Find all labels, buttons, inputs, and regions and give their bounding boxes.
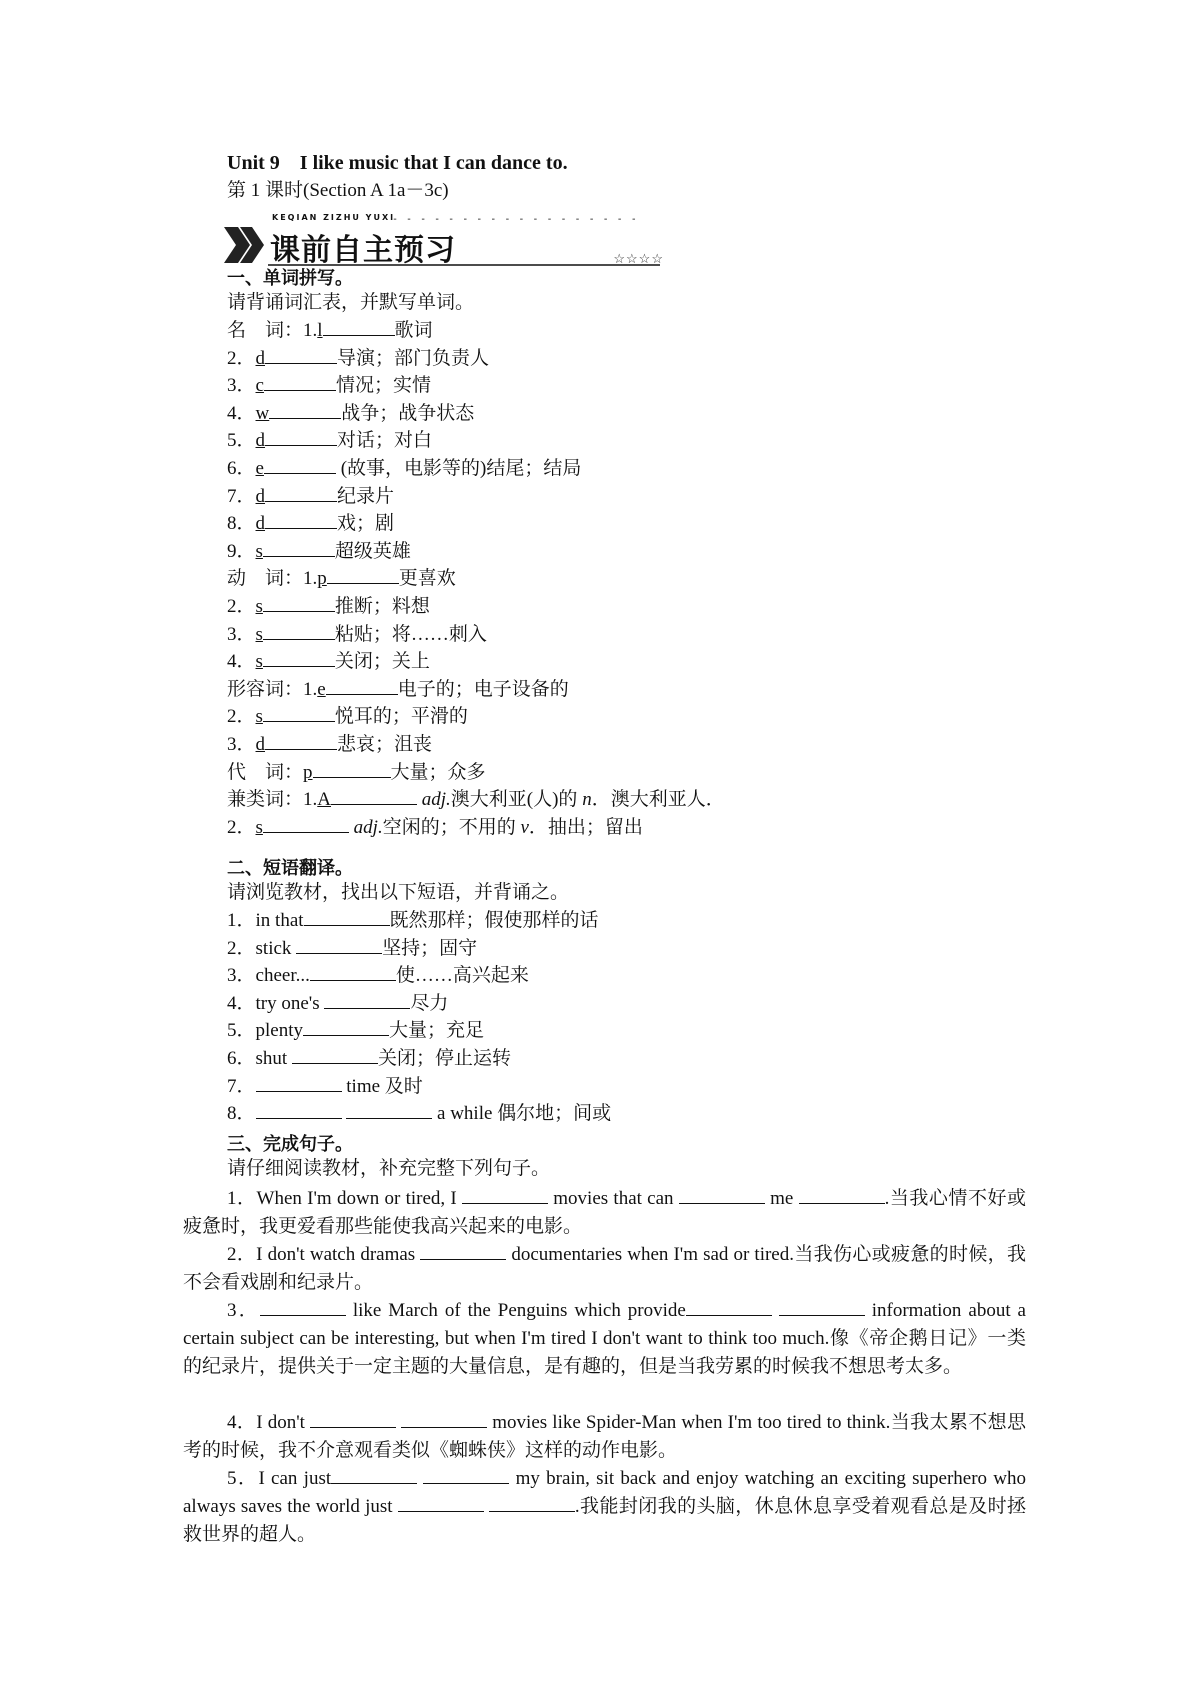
meaning: time 及时 [341,1075,423,1097]
banner-dashes: - - - - - - - - - - - - - - - - - - [392,214,638,225]
meaning: 关闭；关上 [334,651,430,673]
answer-blank[interactable] [310,1410,396,1428]
group-label: 兼类词：1. [227,789,318,811]
answer-blank[interactable] [324,991,410,1009]
phrase-item [227,963,529,988]
vocab-item [227,484,394,509]
meaning: 粘贴；将……刺入 [334,623,487,645]
initial-letter: d [255,485,266,507]
meaning: 尽力 [410,992,449,1014]
item-number: 9． [227,540,256,562]
item-number: 6． [227,1048,256,1069]
item-number: 8． [227,1103,256,1125]
banner-stars: ☆☆☆☆ [613,251,664,266]
sentence-4: 4．I don't movies like Spider-Man when I'm too tired to think.当我太累不想思考的时候，我不介意观看类似《蜘蛛侠》这样的动作电影。 [183,1412,1027,1461]
vocab-item [227,373,431,398]
banner-pinyin: KEQIAN ZIZHU YUXI [272,213,396,222]
part-of-speech: adj. [353,816,383,838]
meaning: 使……高兴起来 [395,965,529,987]
answer-blank[interactable] [263,594,335,612]
item-number: 3． [227,965,256,987]
item-number: 6． [227,458,256,479]
item-number: 4． [227,402,256,424]
meaning: 戏；剧 [337,513,395,535]
answer-blank[interactable] [264,373,336,391]
answer-blank[interactable] [686,1298,772,1316]
part-of-speech: adj. [421,789,451,811]
vocab-item [227,787,725,812]
vocab-item [227,318,433,343]
answer-blank[interactable] [269,401,341,419]
answer-blank[interactable] [292,1046,378,1064]
item-number: 3． [227,375,256,397]
answer-blank[interactable] [462,1186,548,1204]
group-label: 代 词： [227,761,304,783]
initial-letter: s [255,540,263,562]
phrase-item [227,1018,484,1043]
meaning: 更喜欢 [398,568,456,590]
initial-letter: l [317,320,323,341]
answer-blank[interactable] [263,704,335,722]
section1-heading: 一、单词拼写。 [227,268,353,289]
vocab-item [227,539,411,564]
answer-blank[interactable] [489,1494,575,1512]
answer-blank[interactable] [265,484,337,502]
initial-letter: A [317,789,331,811]
answer-blank[interactable] [313,760,391,778]
vocab-item [227,815,643,840]
meaning: 对话；对白 [337,430,433,452]
meaning: 悦耳的；平滑的 [334,706,468,728]
sentence-3: 3． like March of the Penguins which provide information about a certain subject can be interesting, but when I'm tired I don't want to think too much.像《帝企鹅日记》一类的纪录片，提供关于一定主题的大量信息，是有趣的，但是当我劳累的时候我不想思考太多。 [183,1300,1026,1377]
phrase-text: shut [255,1048,292,1069]
vocab-item [227,566,456,591]
answer-blank[interactable] [346,1101,432,1119]
meaning: a while 偶尔地；间或 [432,1103,612,1125]
item-number: 7． [227,1075,256,1097]
initial-letter: e [255,458,264,479]
answer-blank[interactable] [398,1494,484,1512]
answer-blank[interactable] [256,1074,342,1092]
initial-letter: w [255,402,270,424]
sentence-1: 1．When I'm down or tired, I movies that can me .当我心情不好或疲惫时，我更爱看那些能使我高兴起来的电影。 [183,1188,1026,1237]
vocab-item [227,594,430,619]
answer-blank[interactable] [331,1466,417,1484]
meaning: 电子的；电子设备的 [397,678,569,700]
meaning: 空闲的；不用的 [382,816,521,838]
phrase-item [227,1074,423,1099]
vocab-item [227,649,430,674]
initial-letter: s [255,816,263,838]
meaning: 关闭；停止运转 [377,1048,511,1069]
phrase-text: stick [255,937,297,959]
answer-blank[interactable] [304,908,390,926]
unit-title: Unit 9 I like music that I can dance to. [227,152,568,174]
meaning: 推断；料想 [334,596,430,617]
item-number: 2． [227,816,256,838]
answer-blank[interactable] [296,936,382,954]
meaning: 战争；战争状态 [341,402,475,424]
sentence-5: 5．I can just my brain, sit back and enjoy watching an exciting superhero who always saves the world just .我能封闭我的头脑，休息休息享受着观看总是及时拯救世界的超人。 [183,1468,1027,1545]
phrase-item [227,908,599,933]
vocab-item [227,401,474,426]
initial-letter: s [255,596,263,617]
initial-letter: s [255,623,263,645]
vocab-item [227,732,432,757]
answer-blank[interactable] [679,1186,765,1204]
vocab-item [227,760,486,785]
initial-letter: p [317,568,327,590]
section2-instruction: 请浏览教材，找出以下短语，并背诵之。 [227,882,570,903]
item-number: 2． [227,937,256,959]
answer-blank[interactable] [423,1466,509,1484]
answer-blank[interactable] [263,622,335,640]
initial-letter: d [255,430,266,452]
answer-blank[interactable] [263,815,349,833]
vocab-item [227,677,569,702]
initial-letter: s [255,651,263,673]
group-label: 名 词：1. [227,320,318,341]
item-number: 1． [227,910,256,931]
part-of-speech: n [582,789,592,811]
item-number: 5． [227,430,256,452]
vocab-item [227,346,489,371]
answer-blank[interactable] [303,1018,389,1036]
item-number: 3． [227,623,256,645]
item-number: 2． [227,596,256,617]
item-number: 4． [227,992,256,1014]
meaning: ．澳大利亚人． [591,789,725,811]
meaning: (故事，电影等的)结尾；结局 [335,458,582,479]
answer-blank[interactable] [310,963,396,981]
meaning: 歌词 [394,320,433,341]
item-number: 2． [227,706,256,728]
answer-blank[interactable] [323,318,395,336]
item-number: 4． [227,651,256,673]
meaning: 导演；部门负责人 [337,347,490,369]
vocab-item [227,428,432,453]
answer-blank[interactable] [420,1242,506,1260]
answer-blank[interactable] [265,428,337,446]
meaning: 纪录片 [337,485,395,507]
phrase-text: cheer... [255,965,310,987]
answer-blank[interactable] [799,1186,885,1204]
phrase-text: try one's [255,992,325,1014]
section2-heading: 二、短语翻译。 [227,858,353,879]
meaning: 超级英雄 [334,540,411,562]
meaning: 情况；实情 [335,375,431,397]
item-number: 8． [227,513,256,535]
meaning: 既然那样；假使那样的话 [389,910,599,931]
initial-letter: s [255,706,263,728]
group-label: 形容词：1. [227,678,318,700]
meaning: 坚持；固守 [382,937,478,959]
vocab-item [227,704,468,729]
group-label: 动 词：1. [227,568,318,590]
phrase-item [227,991,448,1016]
answer-blank[interactable] [260,1298,346,1316]
answer-blank[interactable] [265,732,337,750]
meaning: ．抽出；留出 [528,816,643,838]
answer-blank[interactable] [263,539,335,557]
meaning: 大量；充足 [389,1020,485,1042]
part-of-speech: v [520,816,529,838]
section-banner [222,213,672,269]
initial-letter: c [255,375,264,397]
phrase-text: plenty [255,1020,304,1042]
section3-heading: 三、完成句子。 [227,1134,353,1155]
meaning: 澳大利亚(人)的 [450,789,583,811]
initial-letter: d [255,734,266,755]
item-number: 2． [227,347,256,369]
vocab-item [227,511,394,536]
answer-blank[interactable] [263,649,335,667]
item-number: 3． [227,734,256,755]
phrase-item [227,1046,511,1071]
phrase-item [227,936,477,961]
lesson-subtitle: 第 1 课时(Section A 1a－3c) [227,180,449,201]
vocab-item [227,622,487,647]
initial-letter: p [303,761,313,783]
section3-instruction: 请仔细阅读教材，补充完整下列句子。 [227,1158,551,1179]
sentence-2: 2．I don't watch dramas documentaries when I'm sad or tired.当我伤心或疲惫的时候，我不会看戏剧和纪录片。 [183,1244,1027,1293]
section1-instruction: 请背诵词汇表，并默写单词。 [227,292,475,313]
initial-letter: e [317,678,326,700]
initial-letter: d [255,513,266,535]
answer-blank[interactable] [326,677,398,695]
answer-blank[interactable] [331,787,417,805]
answer-blank[interactable] [256,1101,342,1119]
phrase-text: in that [255,910,304,931]
answer-blank[interactable] [327,566,399,584]
item-number: 5． [227,1020,256,1042]
answer-blank[interactable] [401,1410,487,1428]
vocab-item [227,456,581,481]
banner-label: 课前自主预习 [270,233,456,268]
answer-blank[interactable] [264,456,336,474]
meaning: 大量；众多 [390,761,486,783]
phrase-item [227,1101,611,1126]
answer-blank[interactable] [265,346,337,364]
meaning: 悲哀；沮丧 [337,734,433,755]
answer-blank[interactable] [779,1298,865,1316]
initial-letter: d [255,347,266,369]
answer-blank[interactable] [265,511,337,529]
item-number: 7． [227,485,256,507]
